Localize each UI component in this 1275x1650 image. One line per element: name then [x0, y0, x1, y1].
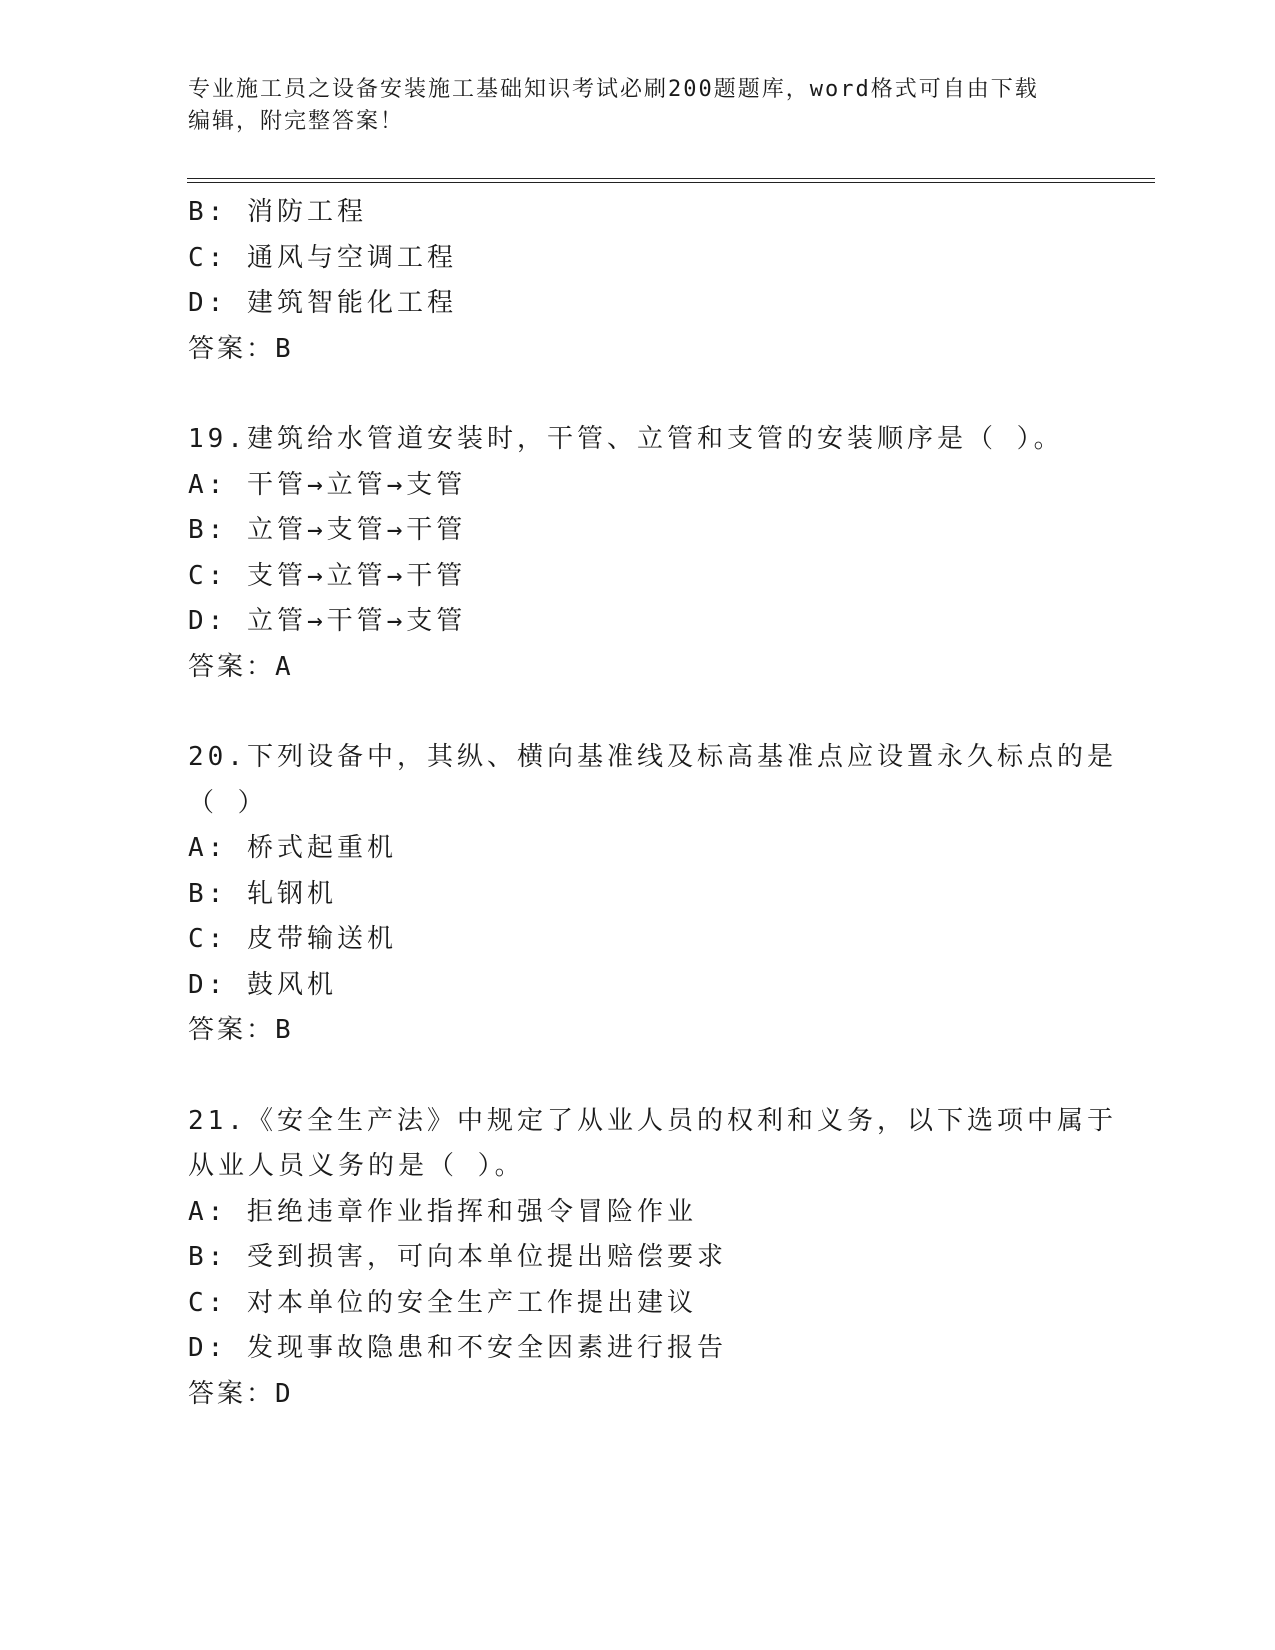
option-b: B: 轧钢机: [188, 878, 337, 909]
question-21: [188, 1099, 1117, 1418]
answer: 答案：D: [188, 1378, 294, 1409]
header-line-2: 编辑，附完整答案！: [188, 109, 405, 134]
option-c: C: 通风与空调工程: [188, 242, 457, 273]
question-stem-continued: 从业人员义务的是（ ）。: [188, 1151, 525, 1181]
option-a: A: 拒绝违章作业指挥和强令冒险作业: [188, 1196, 697, 1227]
document-header: [188, 74, 1088, 138]
option-d: D: 建筑智能化工程: [188, 288, 457, 318]
option-d: D: 立管→干管→支管: [188, 606, 467, 636]
option-d: D: 鼓风机: [188, 969, 337, 1000]
question-stem: 19.建筑给水管道安装时，干管、立管和支管的安装顺序是（ ）。: [188, 424, 1064, 454]
question-stem: 21.《安全生产法》中规定了从业人员的权利和义务，以下选项中属于: [188, 1105, 1117, 1136]
question-stem-continued: （ ）: [188, 787, 268, 818]
question-19: [188, 417, 1108, 690]
option-c: C: 对本单位的安全生产工作提出建议: [188, 1287, 697, 1318]
answer: 答案：B: [188, 1015, 294, 1045]
option-b: B: 消防工程: [188, 197, 367, 227]
option-b: B: 立管→支管→干管: [188, 515, 467, 545]
question-list: [188, 190, 1117, 1417]
option-c: C: 支管→立管→干管: [188, 560, 467, 591]
header-divider: [187, 178, 1155, 183]
option-b: B: 受到损害，可向本单位提出赔偿要求: [188, 1242, 727, 1272]
option-d: D: 发现事故隐患和不安全因素进行报告: [188, 1333, 727, 1363]
question-20: [188, 735, 1117, 1054]
answer: 答案：B: [188, 333, 294, 364]
answer: 答案：A: [188, 651, 294, 682]
header-line-1: 专业施工员之设备安装施工基础知识考试必刷200题题库，word格式可自由下载: [188, 77, 1039, 102]
option-c: C: 皮带输送机: [188, 924, 397, 954]
question-18: [188, 190, 1108, 372]
option-a: A: 桥式起重机: [188, 833, 397, 863]
question-stem: 20.下列设备中，其纵、横向基准线及标高基准点应设置永久标点的是: [188, 742, 1117, 772]
option-a: A: 干管→立管→支管: [188, 469, 467, 500]
